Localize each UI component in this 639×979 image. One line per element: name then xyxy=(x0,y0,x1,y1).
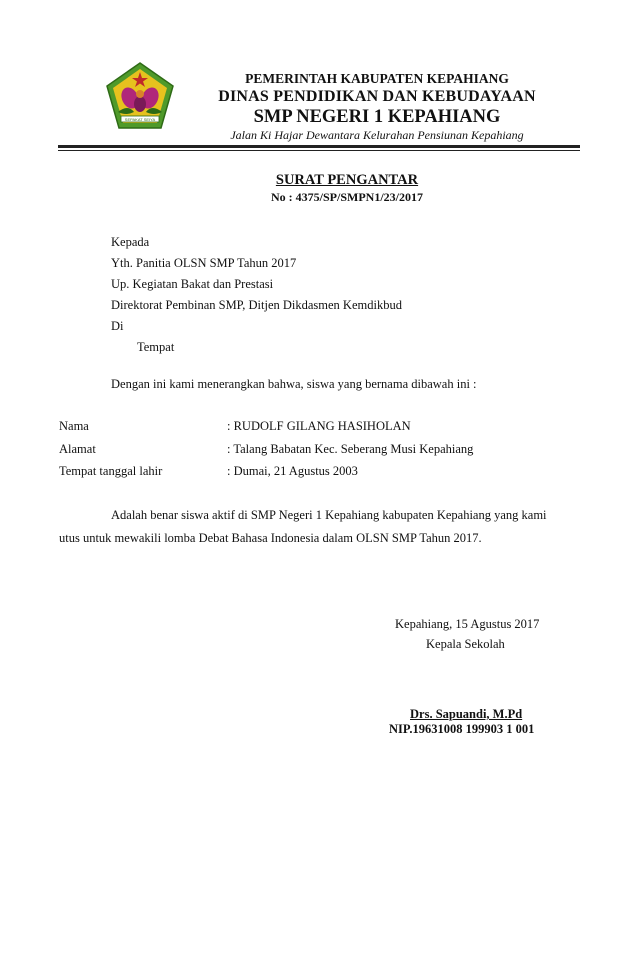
recipient-kepada: Kepada xyxy=(111,235,150,249)
letterhead-government: PEMERINTAH KABUPATEN KEPAHIANG xyxy=(245,71,509,86)
student-address-label: Alamat xyxy=(59,442,96,456)
student-name-label: Nama xyxy=(59,419,89,433)
letterhead-divider-thick xyxy=(58,145,580,148)
recipient-line-3: Direktorat Pembinan SMP, Ditjen Dikdasmen Kemdikbud xyxy=(111,298,402,312)
letterhead-address: Jalan Ki Hajar Dewantara Kelurahan Pensiunan Kepahiang xyxy=(230,128,524,142)
signature-position: Kepala Sekolah xyxy=(426,637,505,651)
student-birth-value: : Dumai, 21 Agustus 2003 xyxy=(227,464,358,478)
recipient-line-1: Yth. Panitia OLSN SMP Tahun 2017 xyxy=(111,256,297,270)
letter-number: No : 4375/SP/SMPN1/23/2017 xyxy=(271,190,423,204)
student-name-value: : RUDOLF GILANG HASIHOLAN xyxy=(227,419,411,433)
letterhead-department: DINAS PENDIDIKAN DAN KEBUDAYAAN xyxy=(218,88,536,105)
paragraph-line-2: utus untuk mewakili lomba Debat Bahasa Indonesia dalam OLSN SMP Tahun 2017. xyxy=(59,531,482,545)
logo-banner-text: SEPAKAT SEIYA xyxy=(124,117,156,122)
signature-place-date: Kepahiang, 15 Agustus 2017 xyxy=(395,617,540,631)
signature-nip: NIP.19631008 199903 1 001 xyxy=(389,722,535,736)
recipient-di: Di xyxy=(111,319,124,333)
letterhead-divider-thin xyxy=(58,150,580,151)
recipient-tempat: Tempat xyxy=(137,340,175,354)
letter-title: SURAT PENGANTAR xyxy=(275,172,419,188)
intro-text: Dengan ini kami menerangkan bahwa, siswa yang bernama dibawah ini : xyxy=(111,377,477,391)
signature-name: Drs. Sapuandi, M.Pd xyxy=(410,707,523,721)
student-birth-label: Tempat tanggal lahir xyxy=(59,464,163,478)
recipient-line-2: Up. Kegiatan Bakat dan Prestasi xyxy=(111,277,274,291)
letterhead-school: SMP NEGERI 1 KEPAHIANG xyxy=(253,107,501,127)
student-address-value: : Talang Babatan Kec. Seberang Musi Kepahiang xyxy=(227,442,474,456)
paragraph-line-1: Adalah benar siswa aktif di SMP Negeri 1 Kepahiang kabupaten Kepahiang yang kami xyxy=(111,508,547,522)
kepahiang-regency-emblem-icon xyxy=(104,60,176,132)
